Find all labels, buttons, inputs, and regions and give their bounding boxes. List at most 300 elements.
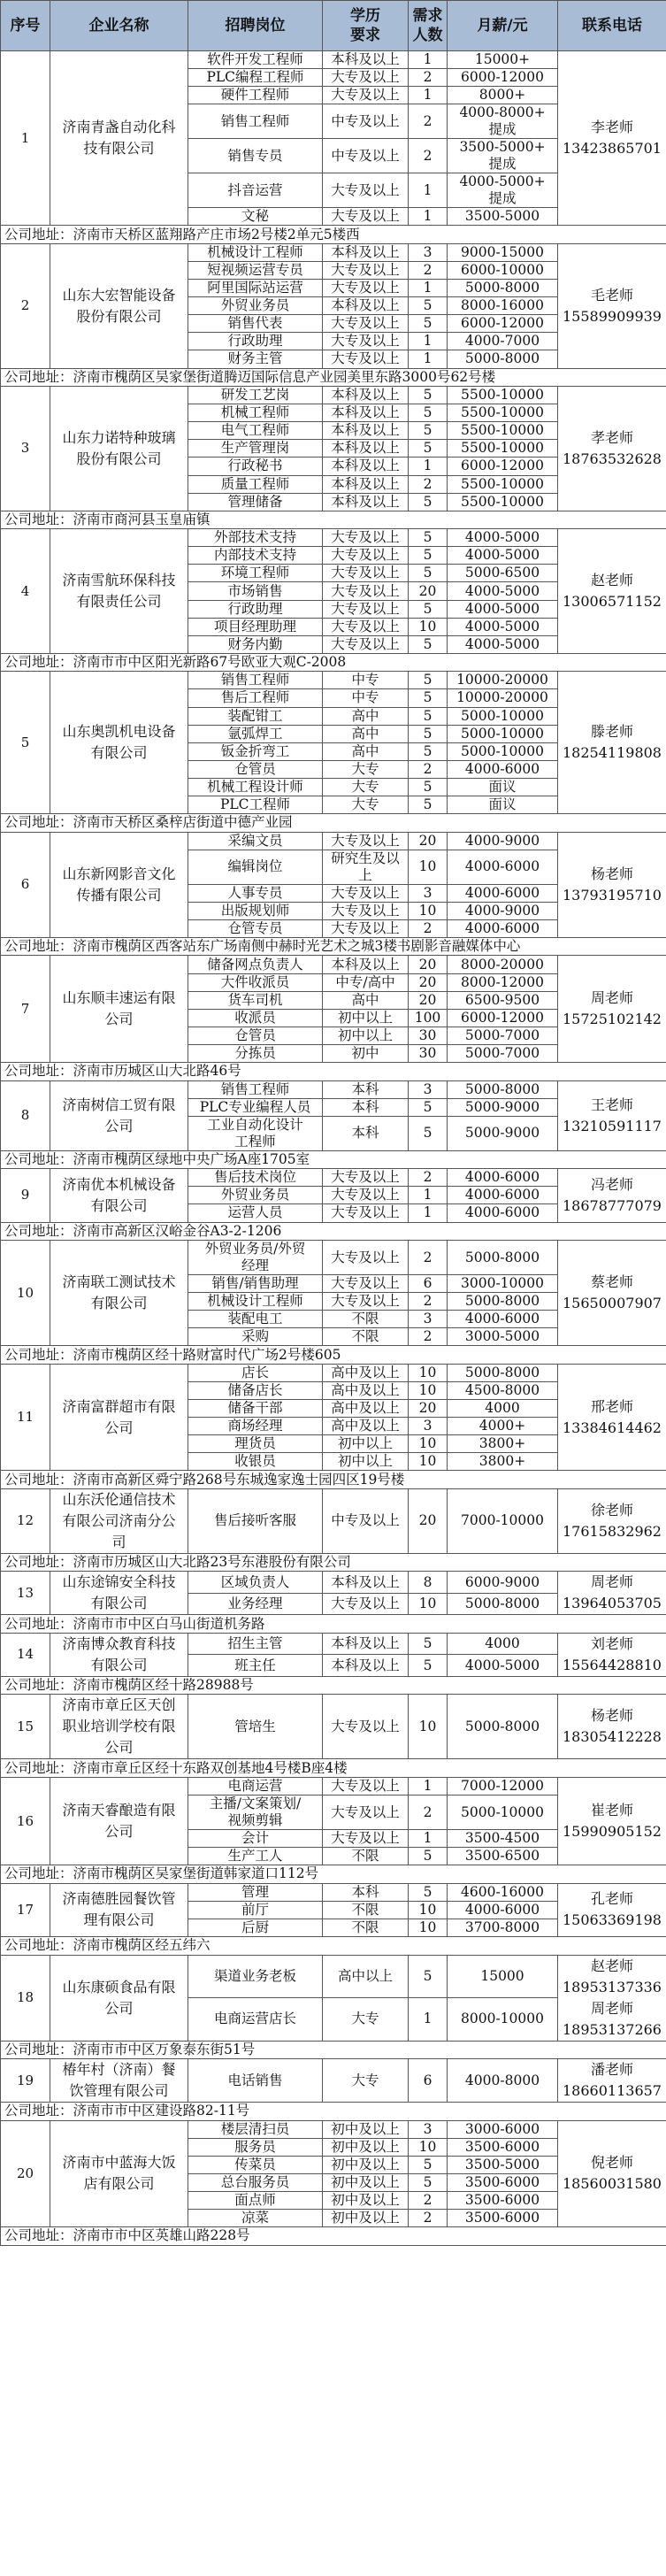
job-row xyxy=(1,1955,666,1998)
job-education: 大专及以上 xyxy=(323,635,409,653)
job-headcount: 10 xyxy=(409,618,448,635)
job-position: 仓管员 xyxy=(188,760,323,778)
job-headcount: 5 xyxy=(409,796,448,814)
job-salary: 4000-6000 xyxy=(448,884,558,902)
job-salary: 4000-5000+ 提成 xyxy=(448,173,558,208)
job-row xyxy=(1,2059,666,2103)
job-headcount: 1 xyxy=(409,1204,448,1222)
job-position: 主播/文案策划/ 视频剪辑 xyxy=(188,1796,323,1830)
job-headcount: 5 xyxy=(409,440,448,458)
job-education: 本科及以上 xyxy=(323,1633,409,1655)
job-education: 初中以上 xyxy=(323,1453,409,1471)
job-education: 大专 xyxy=(323,2059,409,2103)
job-education: 本科及以上 xyxy=(323,440,409,458)
job-position: 采编文员 xyxy=(188,832,323,850)
job-salary: 5500-10000 xyxy=(448,404,558,422)
job-salary: 5000-6500 xyxy=(448,565,558,582)
job-education: 高中及以上 xyxy=(323,1381,409,1399)
job-headcount: 20 xyxy=(409,582,448,600)
job-row xyxy=(1,1080,666,1098)
job-education: 本科 xyxy=(323,1116,409,1150)
job-salary: 5000-10000 xyxy=(448,742,558,760)
job-education: 初中及以上 xyxy=(323,2191,409,2209)
company-name: 济南博众教育科技有限公司 xyxy=(50,1633,188,1676)
company-address: 公司地址：济南市槐荫区吴家堡街道韩家道口112号 xyxy=(1,1865,666,1884)
company-address: 公司地址：济南市市中区万象泰东街51号 xyxy=(1,2041,666,2059)
job-position: 销售专员 xyxy=(188,139,323,173)
job-headcount: 6 xyxy=(409,1275,448,1293)
job-salary: 7000-12000 xyxy=(448,1777,558,1795)
job-education: 大专及以上 xyxy=(323,1204,409,1222)
company-number: 12 xyxy=(1,1488,50,1553)
job-position: 生产管理岗 xyxy=(188,440,323,458)
job-position: 储备网点负责人 xyxy=(188,956,323,973)
job-education: 中专 xyxy=(323,672,409,689)
company-name: 山东大宏智能设备股份有限公司 xyxy=(50,243,188,368)
company-number: 5 xyxy=(1,672,50,814)
job-salary: 5000-10000 xyxy=(448,725,558,742)
job-position: 研发工艺岗 xyxy=(188,387,323,404)
job-salary: 4600-16000 xyxy=(448,1883,558,1901)
job-headcount: 2 xyxy=(409,69,448,87)
job-salary: 4000-5000 xyxy=(448,618,558,635)
job-education: 初中以上 xyxy=(323,1027,409,1044)
job-education: 大专及以上 xyxy=(323,832,409,850)
address-row xyxy=(1,368,666,387)
job-headcount: 5 xyxy=(409,1116,448,1150)
job-position: 商场经理 xyxy=(188,1418,323,1435)
job-salary: 15000+ xyxy=(448,51,558,69)
job-position: 内部技术支持 xyxy=(188,547,323,565)
job-position: 外部技术支持 xyxy=(188,529,323,547)
job-headcount: 10 xyxy=(409,1695,448,1759)
job-position: 抖音运营 xyxy=(188,173,323,208)
company-contact: 潘老师 18660113657 xyxy=(558,2059,666,2103)
company-name: 山东途锦安全科技有限公司 xyxy=(50,1572,188,1615)
job-education: 大专 xyxy=(323,778,409,796)
job-education: 大专及以上 xyxy=(323,333,409,350)
job-headcount: 5 xyxy=(409,1098,448,1116)
job-salary: 5000-7000 xyxy=(448,1044,558,1062)
job-headcount: 3 xyxy=(409,1418,448,1435)
job-position: 售后接听客服 xyxy=(188,1488,323,1553)
job-headcount: 10 xyxy=(409,1919,448,1936)
job-headcount: 1 xyxy=(409,1998,448,2042)
job-position: 售后工程师 xyxy=(188,689,323,707)
address-row xyxy=(1,1346,666,1365)
job-position: 行政秘书 xyxy=(188,458,323,475)
job-headcount: 1 xyxy=(409,87,448,104)
company-address: 公司地址：济南市市中区建设路82-11号 xyxy=(1,2103,666,2121)
job-position: 传菜员 xyxy=(188,2156,323,2173)
job-salary: 4000-7000 xyxy=(448,333,558,350)
company-name: 济南雪航环保科技有限责任公司 xyxy=(50,529,188,654)
job-education: 不限 xyxy=(323,1848,409,1865)
job-headcount: 5 xyxy=(409,778,448,796)
company-contact: 毛老师 15589909939 xyxy=(558,243,666,368)
job-headcount: 2 xyxy=(409,1169,448,1187)
address-row xyxy=(1,1676,666,1695)
job-education: 初中及以上 xyxy=(323,2120,409,2138)
job-education: 初中以上 xyxy=(323,1435,409,1453)
company-name: 济南市章丘区天创职业培训学校有限公司 xyxy=(50,1695,188,1759)
job-headcount: 30 xyxy=(409,1027,448,1044)
job-salary: 10000-20000 xyxy=(448,672,558,689)
job-headcount: 2 xyxy=(409,475,448,493)
job-headcount: 20 xyxy=(409,991,448,1009)
job-headcount: 6 xyxy=(409,2059,448,2103)
job-salary: 9000-15000 xyxy=(448,243,558,261)
job-salary: 5000-8000 xyxy=(448,1593,558,1615)
address-row xyxy=(1,2041,666,2059)
job-salary: 3000-10000 xyxy=(448,1275,558,1293)
job-salary: 6000-9000 xyxy=(448,1572,558,1594)
job-position: 采购 xyxy=(188,1328,323,1346)
job-headcount: 100 xyxy=(409,1009,448,1027)
job-headcount: 10 xyxy=(409,902,448,919)
job-position: 市场销售 xyxy=(188,582,323,600)
job-salary: 面议 xyxy=(448,796,558,814)
company-name: 济南树信工贸有限公司 xyxy=(50,1080,188,1150)
job-row xyxy=(1,1883,666,1901)
job-position: 前厅 xyxy=(188,1901,323,1919)
company-address: 公司地址：济南市天桥区蓝翔路产庄市场2号楼2单元5楼西 xyxy=(1,226,666,244)
company-name: 椿年村（济南）餐饮管理有限公司 xyxy=(50,2059,188,2103)
company-number: 10 xyxy=(1,1241,50,1346)
job-salary: 4000-5000 xyxy=(448,600,558,618)
job-headcount: 5 xyxy=(409,565,448,582)
job-salary: 5000-10000 xyxy=(448,1796,558,1830)
job-education: 大专及以上 xyxy=(323,1241,409,1275)
job-education: 大专及以上 xyxy=(323,919,409,937)
job-education: 大专及以上 xyxy=(323,1275,409,1293)
company-name: 山东顺丰速运有限公司 xyxy=(50,956,188,1063)
job-education: 不限 xyxy=(323,1901,409,1919)
job-headcount: 5 xyxy=(409,1883,448,1901)
job-education: 本科及以上 xyxy=(323,956,409,973)
job-position: 楼层清扫员 xyxy=(188,2120,323,2138)
job-education: 本科 xyxy=(323,1098,409,1116)
company-address: 公司地址：济南市章丘区经十东路双创基地4号楼B座4楼 xyxy=(1,1759,666,1778)
header-row xyxy=(1,1,666,51)
job-education: 中专 xyxy=(323,689,409,707)
job-row xyxy=(1,1777,666,1795)
job-position: 生产工人 xyxy=(188,1848,323,1865)
job-salary: 6500-9500 xyxy=(448,991,558,1009)
job-salary: 6000-12000 xyxy=(448,315,558,333)
job-salary: 6000-12000 xyxy=(448,458,558,475)
job-position: 外贸业务员/外贸 经理 xyxy=(188,1241,323,1275)
job-headcount: 20 xyxy=(409,973,448,991)
company-name: 济南青盏自动化科技有限公司 xyxy=(50,51,188,226)
job-headcount: 5 xyxy=(409,600,448,618)
address-row xyxy=(1,1937,666,1956)
job-position: 电气工程师 xyxy=(188,422,323,440)
job-position: 店长 xyxy=(188,1364,323,1381)
job-education: 不限 xyxy=(323,1311,409,1328)
address-row xyxy=(1,1615,666,1634)
job-salary: 4000-5000 xyxy=(448,582,558,600)
job-position: 服务员 xyxy=(188,2138,323,2156)
company-contact: 李老师 13423865701 xyxy=(558,51,666,226)
job-position: 储备干部 xyxy=(188,1400,323,1418)
job-salary: 4000-6000 xyxy=(448,1901,558,1919)
job-position: 储备店长 xyxy=(188,1381,323,1399)
company-address: 公司地址：济南市槐荫区吴家堡街道腾迈国际信息产业园美里东路3000号62号楼 xyxy=(1,368,666,387)
job-education: 初中及以上 xyxy=(323,2173,409,2191)
job-salary: 8000-16000 xyxy=(448,297,558,315)
job-salary: 4000-8000+ 提成 xyxy=(448,104,558,139)
job-education: 大专及以上 xyxy=(323,1830,409,1848)
job-education: 大专及以上 xyxy=(323,173,409,208)
job-education: 本科及以上 xyxy=(323,404,409,422)
job-position: 运营人员 xyxy=(188,1204,323,1222)
job-education: 中专及以上 xyxy=(323,1488,409,1553)
address-row xyxy=(1,1063,666,1081)
job-row xyxy=(1,956,666,973)
job-salary: 4000-6000 xyxy=(448,919,558,937)
job-position: 行政助理 xyxy=(188,333,323,350)
job-education: 本科及以上 xyxy=(323,1572,409,1594)
company-number: 18 xyxy=(1,1955,50,2041)
job-salary: 15000 xyxy=(448,1955,558,1998)
company-contact: 赵老师 13006571152 xyxy=(558,529,666,654)
job-position: 渠道业务老板 xyxy=(188,1955,323,1998)
job-position: PLC工程师 xyxy=(188,796,323,814)
job-headcount: 10 xyxy=(409,1381,448,1399)
company-address: 公司地址：济南市市中区阳光新路67号欧亚大观C-2008 xyxy=(1,653,666,672)
job-headcount: 20 xyxy=(409,1488,448,1553)
job-headcount: 5 xyxy=(409,315,448,333)
job-salary: 6000-10000 xyxy=(448,261,558,279)
job-headcount: 20 xyxy=(409,832,448,850)
job-row xyxy=(1,1169,666,1187)
job-headcount: 5 xyxy=(409,387,448,404)
job-position: 销售工程师 xyxy=(188,672,323,689)
job-position: 面点师 xyxy=(188,2191,323,2209)
address-row xyxy=(1,2227,666,2246)
company-contact: 王老师 13210591117 xyxy=(558,1080,666,1150)
job-salary: 3800+ xyxy=(448,1453,558,1471)
company-address: 公司地址：济南市槐荫区西客站东广场南侧中赫时光艺术之城3楼书剧影音融媒体中心 xyxy=(1,937,666,956)
job-education: 大专及以上 xyxy=(323,600,409,618)
job-salary: 5000-8000 xyxy=(448,350,558,368)
job-headcount: 5 xyxy=(409,2173,448,2191)
job-position: 质量工程师 xyxy=(188,475,323,493)
job-position: 大件收派员 xyxy=(188,973,323,991)
job-salary: 3500-6000 xyxy=(448,2173,558,2191)
address-row xyxy=(1,937,666,956)
job-headcount: 20 xyxy=(409,1400,448,1418)
job-salary: 3500-4500 xyxy=(448,1830,558,1848)
job-salary: 4000-6000 xyxy=(448,1187,558,1204)
job-position: 编辑岗位 xyxy=(188,850,323,884)
job-position: 会计 xyxy=(188,1830,323,1848)
job-salary: 面议 xyxy=(448,778,558,796)
job-salary: 3000-5000 xyxy=(448,1328,558,1346)
job-education: 大专及以上 xyxy=(323,1796,409,1830)
job-headcount: 5 xyxy=(409,725,448,742)
job-position: 机械工程设计师 xyxy=(188,778,323,796)
job-headcount: 5 xyxy=(409,1633,448,1655)
header-seq: 序号 xyxy=(1,1,50,51)
job-position: 软件开发工程师 xyxy=(188,51,323,69)
job-headcount: 1 xyxy=(409,51,448,69)
company-address: 公司地址：济南市商河县玉皇庙镇 xyxy=(1,511,666,529)
job-position: 电话销售 xyxy=(188,2059,323,2103)
job-position: 人事专员 xyxy=(188,884,323,902)
job-salary: 8000-10000 xyxy=(448,1998,558,2042)
company-contact: 周老师 15725102142 xyxy=(558,956,666,1063)
company-contact: 杨老师 18305412228 xyxy=(558,1695,666,1759)
job-position: 财务内勤 xyxy=(188,635,323,653)
job-education: 大专及以上 xyxy=(323,1593,409,1615)
job-education: 本科及以上 xyxy=(323,297,409,315)
job-salary: 4000-5000 xyxy=(448,1655,558,1677)
job-headcount: 20 xyxy=(409,956,448,973)
job-education: 本科及以上 xyxy=(323,387,409,404)
address-row xyxy=(1,814,666,833)
job-position: 业务经理 xyxy=(188,1593,323,1615)
job-headcount: 8 xyxy=(409,1572,448,1594)
job-education: 大专及以上 xyxy=(323,582,409,600)
job-salary: 3700-8000 xyxy=(448,1919,558,1936)
job-headcount: 1 xyxy=(409,1187,448,1204)
job-row xyxy=(1,1572,666,1594)
job-education: 大专及以上 xyxy=(323,350,409,368)
job-position: 管理储备 xyxy=(188,493,323,511)
job-salary: 6000-12000 xyxy=(448,69,558,87)
job-headcount: 2 xyxy=(409,760,448,778)
company-address: 公司地址：济南市高新区舜宁路268号东城逸家逸士园四区19号楼 xyxy=(1,1471,666,1489)
job-position: 管培生 xyxy=(188,1695,323,1759)
job-position: 文秘 xyxy=(188,208,323,226)
job-salary: 3500-6000 xyxy=(448,2209,558,2226)
job-headcount: 2 xyxy=(409,2209,448,2226)
job-row xyxy=(1,2120,666,2138)
job-salary: 4000+ xyxy=(448,1418,558,1435)
company-address: 公司地址：济南市高新区汉峪金谷A3-2-1206 xyxy=(1,1222,666,1241)
job-position: 管理 xyxy=(188,1883,323,1901)
job-education: 不限 xyxy=(323,1919,409,1936)
job-row xyxy=(1,529,666,547)
job-education: 大专及以上 xyxy=(323,565,409,582)
job-education: 高中以上 xyxy=(323,1955,409,1998)
company-contact: 刘老师 15564428810 xyxy=(558,1633,666,1676)
company-number: 13 xyxy=(1,1572,50,1615)
header-position: 招聘岗位 xyxy=(188,1,323,51)
job-education: 本科及以上 xyxy=(323,51,409,69)
job-salary: 4000-6000 xyxy=(448,760,558,778)
job-headcount: 10 xyxy=(409,1593,448,1615)
job-position: 外贸业务员 xyxy=(188,297,323,315)
company-name: 济南德胜园餐饮管理有限公司 xyxy=(50,1883,188,1936)
job-position: 出版规划师 xyxy=(188,902,323,919)
company-contact: 滕老师 18254119808 xyxy=(558,672,666,814)
job-salary: 5000-8000 xyxy=(448,1364,558,1381)
job-headcount: 3 xyxy=(409,884,448,902)
job-headcount: 1 xyxy=(409,1830,448,1848)
job-salary: 4000 xyxy=(448,1400,558,1418)
job-salary: 5000-9000 xyxy=(448,1116,558,1150)
job-headcount: 10 xyxy=(409,850,448,884)
job-position: 销售代表 xyxy=(188,315,323,333)
job-salary: 4000-5000 xyxy=(448,547,558,565)
job-headcount: 3 xyxy=(409,1080,448,1098)
job-row xyxy=(1,1633,666,1655)
company-address: 公司地址：济南市市中区白马山街道机务路 xyxy=(1,1615,666,1634)
job-salary: 4000 xyxy=(448,1633,558,1655)
job-position: PLC编程工程师 xyxy=(188,69,323,87)
job-position: PLC专业编程人员 xyxy=(188,1098,323,1116)
job-education: 大专及以上 xyxy=(323,1293,409,1311)
job-position: 装配钳工 xyxy=(188,707,323,725)
job-education: 大专及以上 xyxy=(323,547,409,565)
job-headcount: 5 xyxy=(409,297,448,315)
job-position: 后厨 xyxy=(188,1919,323,1936)
job-salary: 3500-6000 xyxy=(448,2138,558,2156)
job-position: 电商运营店长 xyxy=(188,1998,323,2042)
job-position: 项目经理助理 xyxy=(188,618,323,635)
job-position: 招生主管 xyxy=(188,1633,323,1655)
job-salary: 5000-9000 xyxy=(448,1098,558,1116)
company-number: 3 xyxy=(1,387,50,511)
job-headcount: 5 xyxy=(409,707,448,725)
job-education: 大专及以上 xyxy=(323,884,409,902)
job-headcount: 2 xyxy=(409,139,448,173)
job-position: 理货员 xyxy=(188,1435,323,1453)
job-education: 初中及以上 xyxy=(323,2156,409,2173)
job-position: 班主任 xyxy=(188,1655,323,1677)
job-position: 装配电工 xyxy=(188,1311,323,1328)
job-education: 大专 xyxy=(323,796,409,814)
job-salary: 3000-6000 xyxy=(448,2120,558,2138)
company-number: 2 xyxy=(1,243,50,368)
job-education: 初中以上 xyxy=(323,1009,409,1027)
company-number: 14 xyxy=(1,1633,50,1676)
job-education: 大专及以上 xyxy=(323,1187,409,1204)
job-salary: 5500-10000 xyxy=(448,387,558,404)
job-education: 本科及以上 xyxy=(323,1655,409,1677)
header-salary: 月薪/元 xyxy=(448,1,558,51)
job-headcount: 3 xyxy=(409,1311,448,1328)
job-salary: 7000-10000 xyxy=(448,1488,558,1553)
company-name: 山东沃伦通信技术有限公司济南分公司 xyxy=(50,1488,188,1553)
job-education: 大专 xyxy=(323,1998,409,2042)
company-number: 8 xyxy=(1,1080,50,1150)
job-position: 货车司机 xyxy=(188,991,323,1009)
job-education: 高中 xyxy=(323,707,409,725)
company-number: 17 xyxy=(1,1883,50,1936)
address-row xyxy=(1,2103,666,2121)
job-education: 大专及以上 xyxy=(323,315,409,333)
address-row xyxy=(1,1865,666,1884)
job-education: 大专及以上 xyxy=(323,208,409,226)
job-salary: 4000-6000 xyxy=(448,1311,558,1328)
company-contact: 杨老师 13793195710 xyxy=(558,832,666,937)
job-salary: 4000-6000 xyxy=(448,1204,558,1222)
address-row xyxy=(1,226,666,244)
job-salary: 4000-9000 xyxy=(448,832,558,850)
job-position: 环境工程师 xyxy=(188,565,323,582)
job-position: 机械设计工程师 xyxy=(188,1293,323,1311)
job-headcount: 1 xyxy=(409,333,448,350)
job-education: 不限 xyxy=(323,1328,409,1346)
job-headcount: 5 xyxy=(409,1848,448,1865)
job-education: 高中 xyxy=(323,991,409,1009)
job-education: 中专及以上 xyxy=(323,104,409,139)
job-education: 大专及以上 xyxy=(323,618,409,635)
